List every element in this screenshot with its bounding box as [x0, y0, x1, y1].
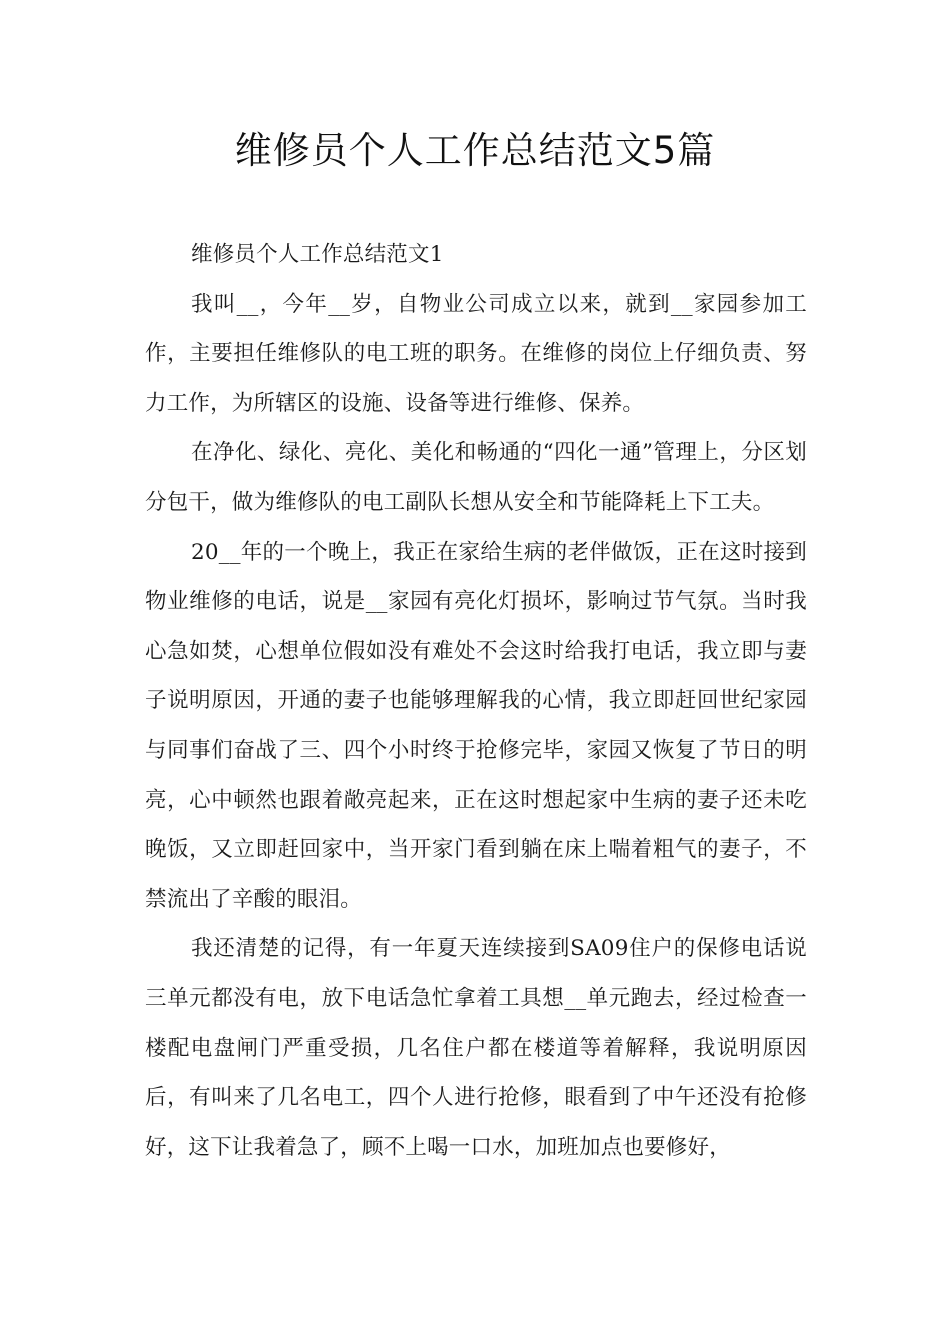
paragraph: 我还清楚的记得，有一年夏天连续接到SA09住户的保修电话说三单元都没有电，放下电话急忙拿着工具想__单元跑去，经过检查一楼配电盘闸门严重受损，几名住户都在楼道等着解释，我说明原因后，有叫来了几名电工，四个人进行抢修，眼看到了中午还没有抢修好，这下让我着急了，顾不上喝一口水，加班加点也要修好， — [145, 936, 807, 1160]
paragraph: 在净化、绿化、亮化、美化和畅通的“四化一通”管理上，分区划分包干，做为维修队的电工副队长想从安全和节能降耗上下工夫。 — [145, 440, 807, 515]
document-title: 维修员个人工作总结范文5篇 — [234, 129, 716, 172]
paragraph: 20__年的一个晚上，我正在家给生病的老伴做饭，正在这时接到物业维修的电话，说是__家园有亮化灯损坏，影响过节气氛。当时我心急如焚，心想单位假如没有难处不会这时给我打电话，我立即与妻子说明原因，开通的妻子也能够理解我的心情，我立即赶回世纪家园与同事们奋战了三、四个小时终于抢修完毕，家园又恢复了节日的明亮，心中顿然也跟着敞亮起来，正在这时想起家中生病的妻子还未吃晚饭，又立即赶回家中，当开家门看到躺在床上喘着粗气的妻子，不禁流出了辛酸的眼泪。 — [145, 539, 807, 912]
document-body — [145, 230, 807, 1172]
section-heading: 维修员个人工作总结范文1 — [191, 242, 444, 267]
paragraph: 我叫__，今年__岁，自物业公司成立以来，就到__家园参加工作，主要担任维修队的电工班的职务。在维修的岗位上仔细负责、努力工作，为所辖区的设施、设备等进行维修、保养。 — [145, 291, 807, 416]
